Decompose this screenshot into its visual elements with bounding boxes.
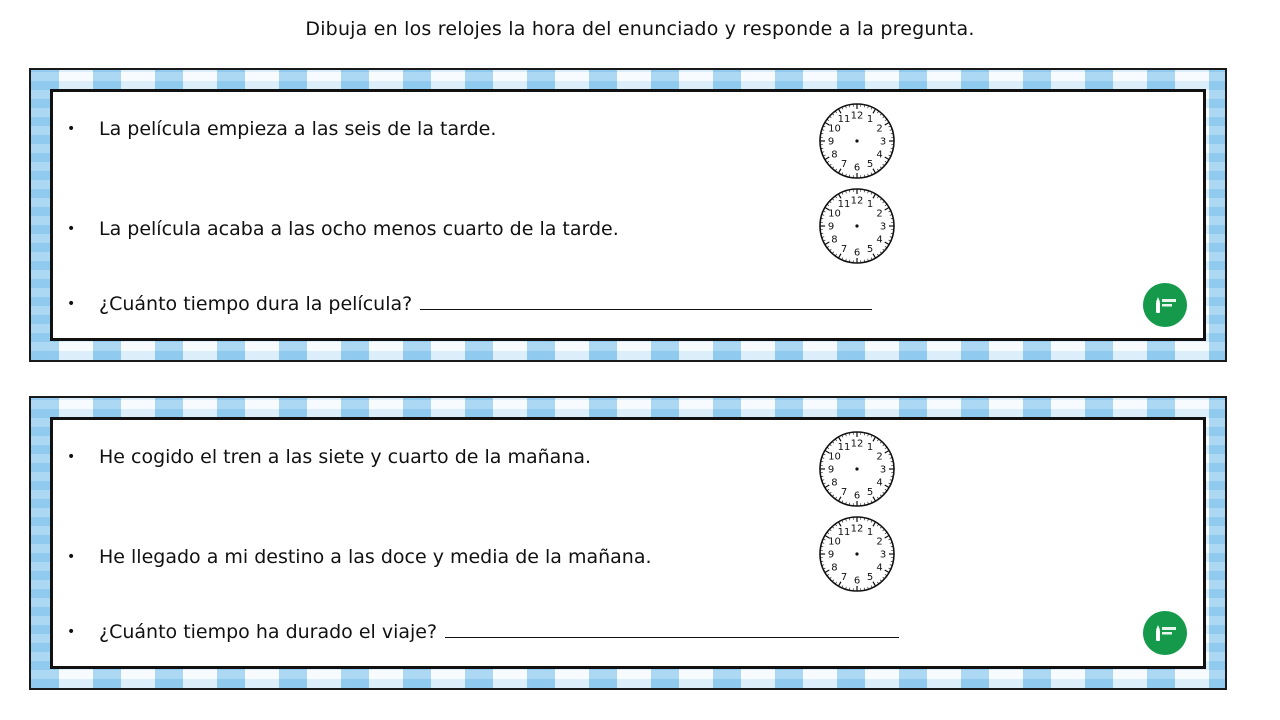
question-text: ¿Cuánto tiempo ha durado el viaje? bbox=[99, 621, 438, 643]
clock-center bbox=[855, 224, 858, 227]
clock-number: 8 bbox=[831, 149, 838, 161]
clock-number: 5 bbox=[866, 244, 874, 256]
clock-center bbox=[855, 139, 858, 142]
clock-number: 5 bbox=[866, 572, 874, 584]
clock-number: 2 bbox=[876, 123, 883, 135]
instruction-text: Dibuja en los relojes la hora del enunciado y responde a la pregunta. bbox=[305, 18, 975, 40]
clock-number: 2 bbox=[876, 536, 883, 548]
clock-number: 11 bbox=[837, 526, 851, 538]
clock-number: 3 bbox=[879, 136, 887, 148]
aprender-jugar-logo bbox=[1143, 611, 1187, 655]
statement-1 bbox=[67, 446, 591, 468]
answer-blank[interactable] bbox=[445, 636, 899, 638]
pencil-icon bbox=[1143, 283, 1187, 327]
clock-center bbox=[855, 552, 858, 555]
bullet: • bbox=[67, 549, 76, 565]
question-1 bbox=[67, 293, 872, 315]
exercise-card-1 bbox=[29, 68, 1227, 362]
clock-number: 11 bbox=[837, 113, 851, 125]
clock-number: 6 bbox=[853, 575, 861, 587]
clock-number: 12 bbox=[850, 438, 864, 450]
clock-number: 12 bbox=[850, 523, 864, 535]
clock-number: 7 bbox=[840, 159, 848, 171]
clock-number: 1 bbox=[866, 526, 874, 538]
bullet: • bbox=[67, 121, 76, 137]
statement-text: He llegado a mi destino a las doce y media de la mañana. bbox=[99, 546, 652, 568]
bullet: • bbox=[67, 449, 76, 465]
clock-face-icon[interactable] bbox=[817, 514, 897, 594]
clock-number: 11 bbox=[837, 441, 851, 453]
clock-number: 10 bbox=[828, 536, 841, 548]
clock-number: 4 bbox=[876, 149, 883, 161]
clock-number: 10 bbox=[828, 123, 841, 135]
bullet: • bbox=[67, 221, 76, 237]
clock-number: 1 bbox=[866, 198, 874, 210]
answer-blank[interactable] bbox=[420, 308, 872, 310]
clock-number: 11 bbox=[837, 198, 851, 210]
clock-number: 1 bbox=[866, 113, 874, 125]
bullet: • bbox=[67, 296, 76, 312]
clock-number: 3 bbox=[879, 464, 887, 476]
clock-number: 9 bbox=[827, 136, 835, 148]
clock-number: 3 bbox=[879, 549, 887, 561]
clock-number: 4 bbox=[876, 562, 883, 574]
clock-number: 12 bbox=[850, 195, 864, 207]
exercise-card-1-panel bbox=[50, 89, 1206, 341]
statement-text: He cogido el tren a las siete y cuarto de la mañana. bbox=[99, 446, 592, 468]
statement-1 bbox=[67, 118, 496, 140]
clock-number: 5 bbox=[866, 159, 874, 171]
clock-number: 8 bbox=[831, 477, 838, 489]
clock-number: 8 bbox=[831, 562, 838, 574]
clock-number: 4 bbox=[876, 477, 883, 489]
clock-center bbox=[855, 467, 858, 470]
clock-face-icon[interactable] bbox=[817, 429, 897, 509]
clock-number: 6 bbox=[853, 162, 861, 174]
clock-face-icon[interactable] bbox=[817, 101, 897, 181]
question-2 bbox=[67, 621, 899, 643]
clock-number: 10 bbox=[828, 208, 841, 220]
clock-number: 3 bbox=[879, 221, 887, 233]
clock-number: 10 bbox=[828, 451, 841, 463]
clock-number: 7 bbox=[840, 244, 848, 256]
statement-text: La película acaba a las ocho menos cuarto de la tarde. bbox=[99, 218, 619, 240]
statement-text: La película empieza a las seis de la tarde. bbox=[99, 118, 497, 140]
clock-number: 4 bbox=[876, 234, 883, 246]
clock-number: 9 bbox=[827, 464, 835, 476]
clock-number: 5 bbox=[866, 487, 874, 499]
clock-face-icon[interactable] bbox=[817, 186, 897, 266]
clock-number: 6 bbox=[853, 247, 861, 259]
clock-number: 9 bbox=[827, 221, 835, 233]
clock-number: 9 bbox=[827, 549, 835, 561]
aprender-jugar-logo bbox=[1143, 283, 1187, 327]
clock-number: 12 bbox=[850, 110, 864, 122]
bullet: • bbox=[67, 624, 76, 640]
statement-2 bbox=[67, 218, 619, 240]
clock-number: 7 bbox=[840, 487, 848, 499]
clock-number: 1 bbox=[866, 441, 874, 453]
clock-number: 6 bbox=[853, 490, 861, 502]
clock-number: 2 bbox=[876, 451, 883, 463]
statement-2 bbox=[67, 546, 652, 568]
exercise-card-2-panel bbox=[50, 417, 1206, 669]
pencil-icon bbox=[1143, 611, 1187, 655]
exercise-card-2 bbox=[29, 396, 1227, 690]
clock-number: 2 bbox=[876, 208, 883, 220]
clock-number: 8 bbox=[831, 234, 838, 246]
clock-number: 7 bbox=[840, 572, 848, 584]
question-text: ¿Cuánto tiempo dura la película? bbox=[99, 293, 413, 315]
